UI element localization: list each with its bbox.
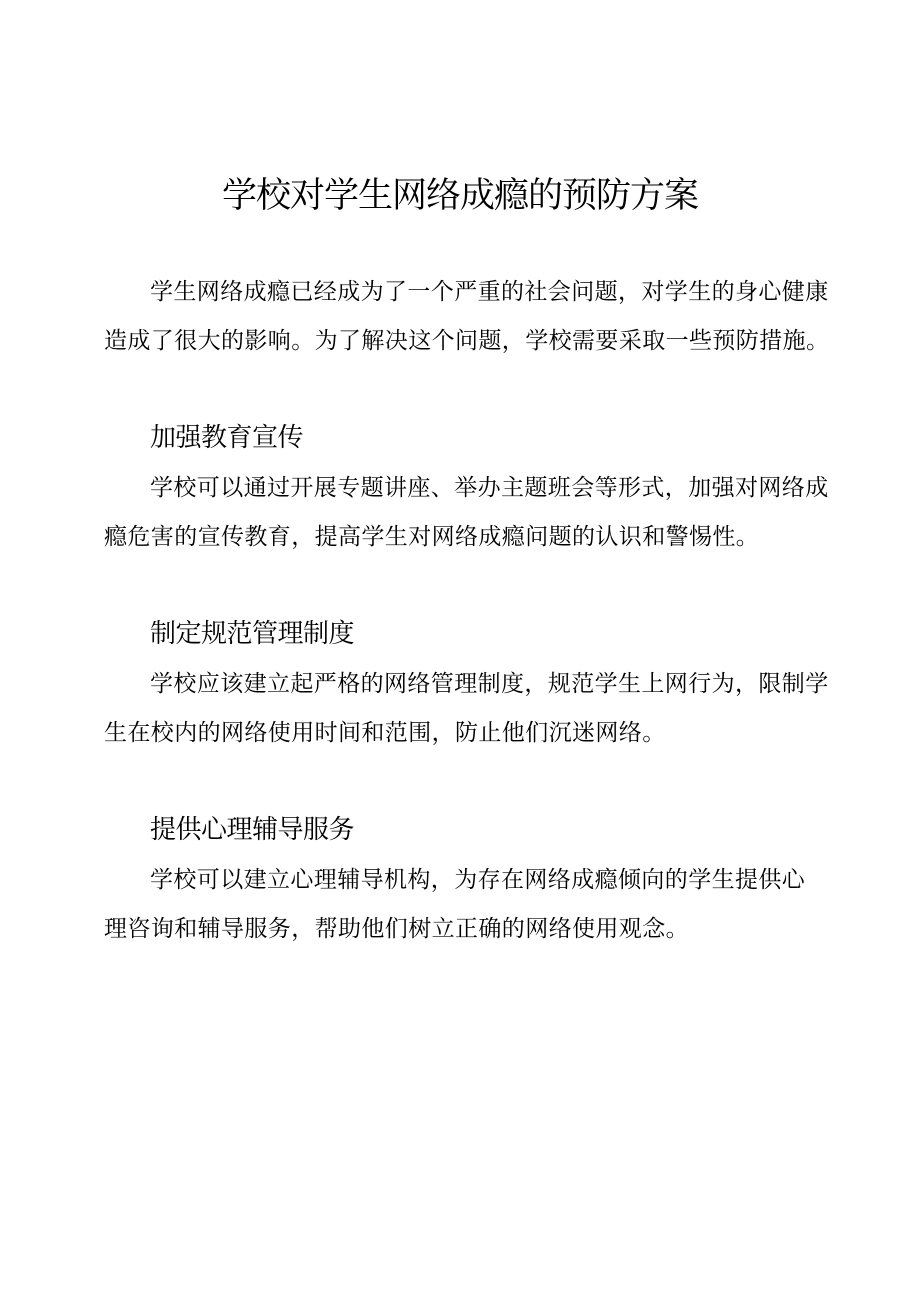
document-title: 学校对学生网络成瘾的预防方案	[221, 176, 698, 216]
paragraph-line: 生在校内的网络使用时间和范围，防止他们沉迷网络。	[104, 720, 666, 746]
paragraph-line: 理咨询和辅导服务，帮助他们树立正确的网络使用观念。	[104, 916, 689, 942]
paragraph-line: 学校可以建立心理辅导机构，为存在网络成瘾倾向的学生提供心	[150, 867, 806, 893]
section-paragraph-management	[104, 660, 844, 758]
intro-paragraph	[104, 268, 844, 366]
paragraph-line: 学生网络成瘾已经成为了一个严重的社会问题，对学生的身心健康	[150, 279, 829, 305]
paragraph-line: 瘾危害的宣传教育，提高学生对网络成瘾问题的认识和警惕性。	[104, 524, 760, 550]
paragraph-line: 造成了很大的影响。为了解决这个问题，学校需要采取一些预防措施。	[104, 328, 830, 354]
section-heading-education: 加强教育宣传	[150, 423, 304, 453]
section-paragraph-education	[104, 464, 844, 562]
section-heading-management: 制定规范管理制度	[150, 619, 355, 649]
section-heading-counseling: 提供心理辅导服务	[150, 815, 355, 845]
section-paragraph-counseling	[104, 856, 844, 954]
paragraph-line: 学校可以通过开展专题讲座、举办主题班会等形式，加强对网络成	[150, 475, 829, 501]
paragraph-line: 学校应该建立起严格的网络管理制度，规范学生上网行为，限制学	[150, 671, 829, 697]
